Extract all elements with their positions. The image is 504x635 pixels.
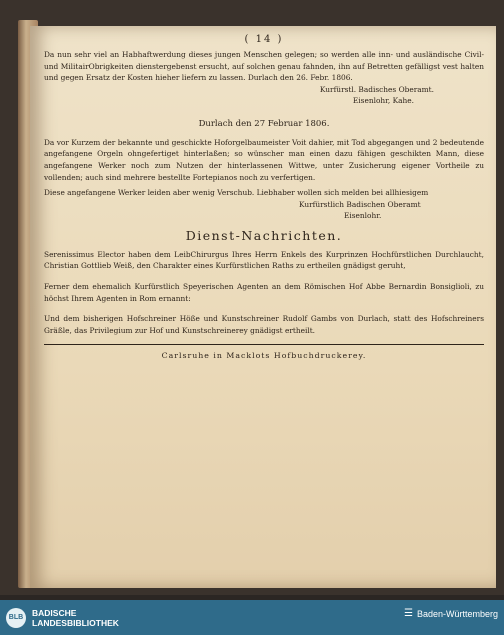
signature-oberamt-2: Kurfürstlich Badischen Oberamt <box>299 199 421 209</box>
page-number: ( 14 ) <box>244 34 284 45</box>
printer-imprint: Carlsruhe in Macklots Hofbuchdruckerey. <box>161 351 367 361</box>
paragraph-appointment-2: Ferner dem ehemalich Kurfürstlich Speyerischen Agenten an dem Römischen Hof Abbe Bernardin Bonsiglioli, zu höchst Ihrem Agenten in Rom ernannt: <box>44 281 484 303</box>
state-name: Baden-Württemberg <box>416 608 498 619</box>
document-page <box>30 26 496 588</box>
blb-logo-icon[interactable]: BLB <box>6 608 26 628</box>
divider-rule <box>44 344 484 345</box>
library-name[interactable] <box>32 608 119 628</box>
paragraph-search-notice: Da nun sehr viel an Habhaftwerdung dieses jungen Menschen gelegen; so werden alle inn- und ausländische Civil- und MilitairObrigkeiten dienstergebenst ersucht, auf solchen genau fahnden, ihn auf Betretten gefälligst vest halten und gegen Ersatz der Kosten hieher liefern zu lassen. Durlach den 26. Febr. 1806. <box>44 50 484 83</box>
library-name-line2: LANDESBIBLIOTHEK <box>32 617 119 628</box>
state-branding[interactable] <box>404 608 498 619</box>
section-heading: Dienst-Nachrichten. <box>185 227 343 243</box>
paragraph-applicants: Diese angefangene Werker leiden aber wenig Verschub. Liebhaber wollen sich melden bei allhiesigem <box>44 188 429 198</box>
signature-names: Eisenlohr, Kahe. <box>352 96 414 106</box>
paragraph-organ-builder: Da vor Kurzem der bekannte und geschickte Hoforgelbaumeister Voit dahier, mit Tod abgegangen und 2 bedeutende angefangene Orgeln ohngefertiget hinterlaßen; so wünscher man einen dazu fähigen geschikten Mann, diese angefangene Werker noch zum Nutzen der hinterlassenen Wittwe, unter Zusicherung eigener Vortheile zu vollenden; auch sind mehrere bestellte Fortepianos noch zu verfertigen. <box>44 137 484 182</box>
paragraph-appointment-1: Serenissimus Elector haben dem LeibChirurgus Ihres Herrn Enkels des Kurprinzen Hochfürstlichen Durchlaucht, Christian Gottlieb Weiß, den Charakter eines Kurfürstlichen Raths zu ertheilen gnädigst geruht, <box>44 249 484 271</box>
page-text <box>44 34 484 360</box>
state-lions-icon: ☰ <box>403 608 413 619</box>
library-name-line1: BADISCHE <box>32 607 77 618</box>
paragraph-appointment-3: Und dem bisherigen Hofschreiner Höße und Kunstschreiner Rudolf Gambs von Durlach, statt des Hofschreiners Gräßle, das Privilegium zur Hof und Kunstschreinerey gnädigst ertheilt. <box>44 314 484 335</box>
signature-eisenlohr: Eisenlohr. <box>344 211 382 221</box>
library-footer-bar <box>0 600 504 635</box>
dateline: Durlach den 27 Februar 1806. <box>198 118 330 129</box>
signature-oberamt: Kurfürstl. Badisches Oberamt. <box>319 84 434 94</box>
